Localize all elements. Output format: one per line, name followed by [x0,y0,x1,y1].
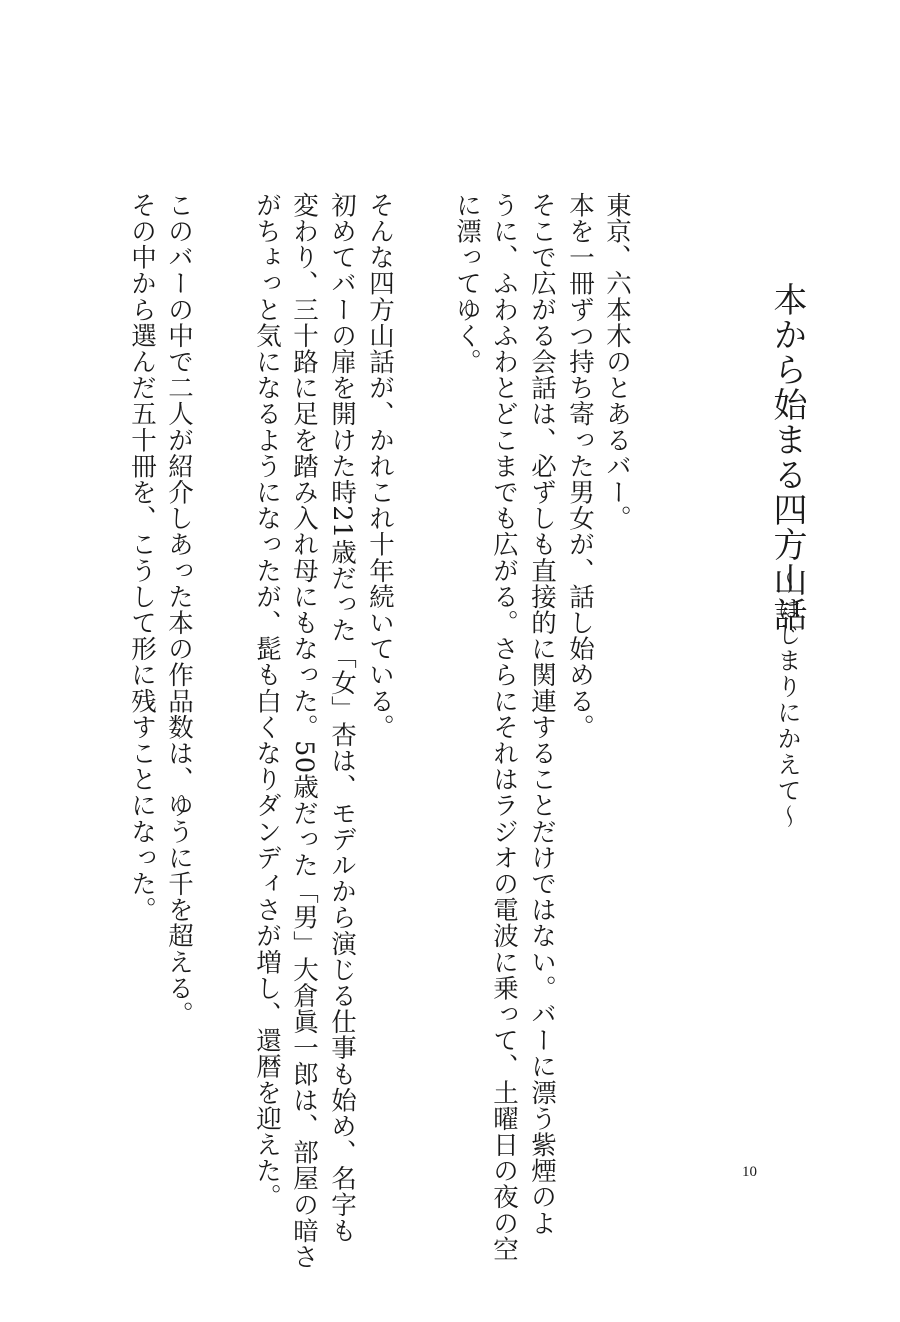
body-line: そこで広がる会話は、必ずしも直接的に関連することだけではない。バーに漂う紫煙のよ [527,192,557,1236]
body-line: うに、ふわふわとどこまでも広がる。さらにそれはラジオの電波に乗って、土曜日の夜の空 [489,192,519,1263]
page-number: 10 [742,1164,757,1180]
body-line: 本を一冊ずつ持ち寄った男女が、話し始める。 [565,192,595,741]
body-line: に漂ってゆく。 [452,192,482,375]
body-line: 初めてバーの扉を開けた時21歳だった「女」杏は、モデルから演じる仕事も始め、名字も [327,192,357,1244]
body-line: そんな四方山話が、かれこれ十年続いている。 [365,192,395,741]
body-line: 変わり、三十路に足を踏み入れ母にもなった。50歳だった「男」大倉眞一郎は、部屋の暗さ [289,192,319,1270]
body-line: このバーの中で二人が紹介しあった本の作品数は、ゆうに千を超える。 [164,192,194,1028]
body-line: その中から選んだ五十冊を、こうして形に残すことになった。 [127,192,157,923]
body-line: がちょっと気になるようになったが、髭も白くなりダンディさが増し、還暦を迎えた。 [252,192,282,1210]
chapter-subtitle: ～はじまりにかえて～ [773,570,801,830]
chapter-title: 本から始まる四方山話 [767,282,807,632]
body-line: 東京、六本木のとあるバー。 [602,192,632,532]
